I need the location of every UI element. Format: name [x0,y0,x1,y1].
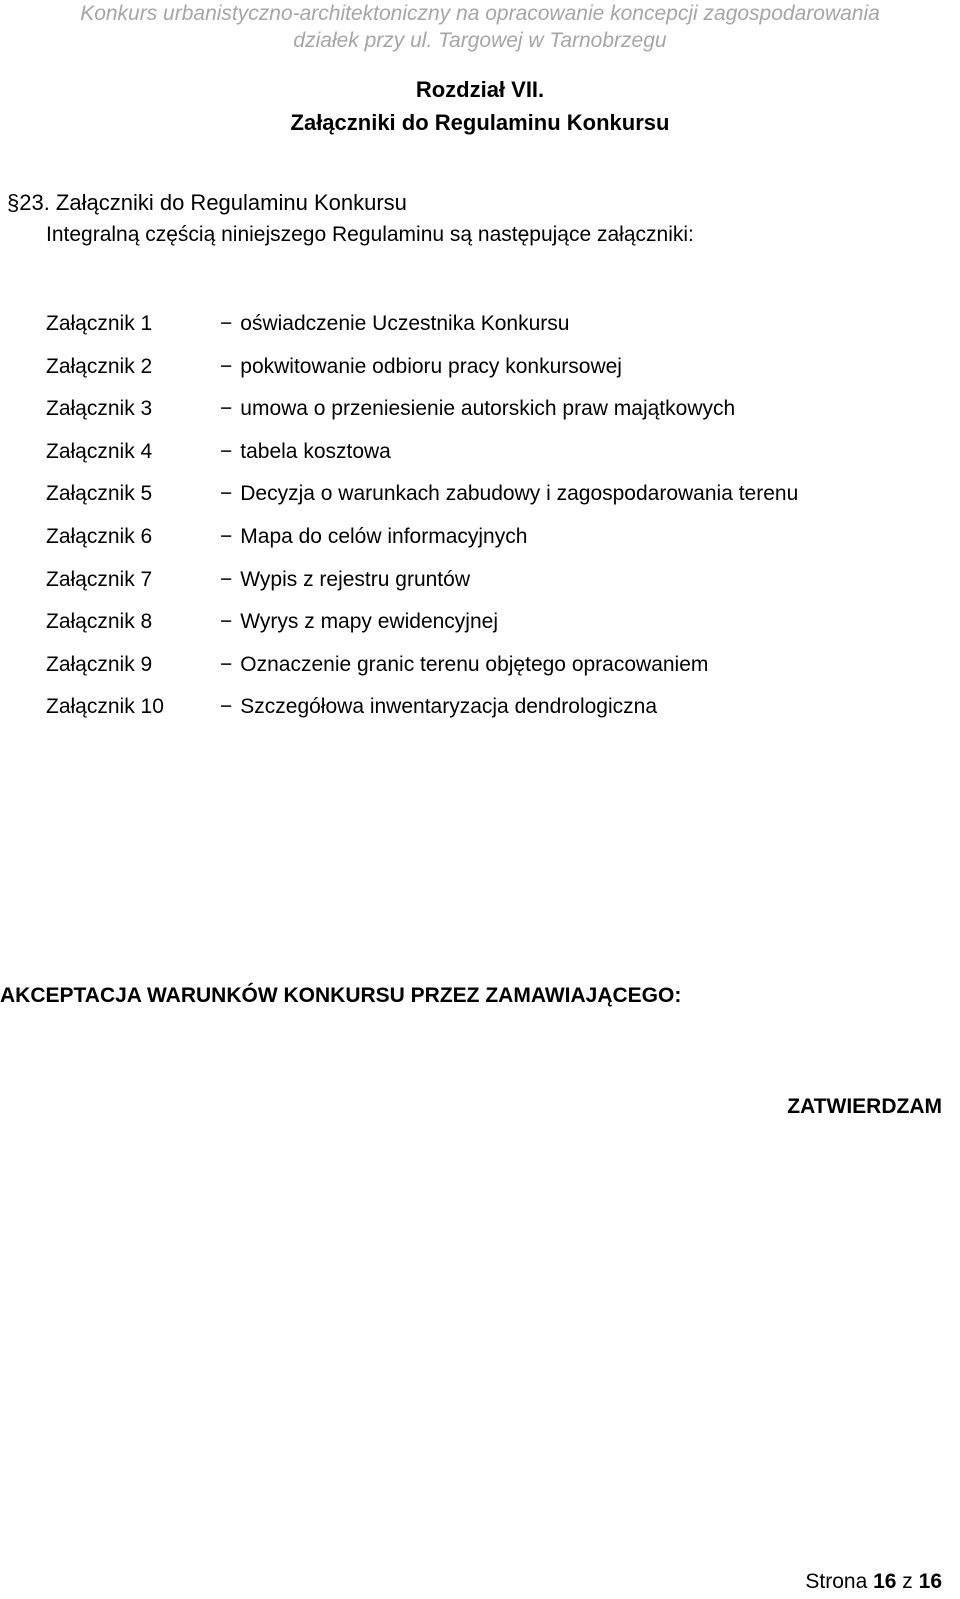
header-line-1: Konkurs urbanistyczno-architektoniczny na opracowanie koncepcji zagospodarowania [80,2,880,25]
attachment-description-text: Mapa do celów informacyjnych [240,524,528,548]
attachment-description [220,693,657,721]
dash-marker: − [220,695,233,719]
attachment-label: Załącznik 1 [46,312,153,335]
attachment-label: Załącznik 9 [46,652,153,676]
attachment-description-text: umowa o przeniesienie autorskich praw majątkowych [240,397,736,421]
running-header [0,0,960,54]
dash-marker: − [220,354,233,378]
acceptance-heading: AKCEPTACJA WARUNKÓW KONKURSU PRZEZ ZAMAWIAJĄCEGO: [0,984,682,1007]
attachment-description-text: Decyzja o warunkach zabudowy i zagospodarowania terenu [240,482,799,506]
attachment-description [220,523,527,551]
attachment-description-text: pokwitowanie odbioru pracy konkursowej [240,354,622,378]
list-item [46,651,946,694]
attachment-description [220,310,569,338]
attachment-label: Załącznik 5 [46,482,153,506]
attachment-label: Załącznik 10 [46,695,164,719]
list-item [46,566,946,609]
attachment-description-text: tabela kosztowa [240,439,391,463]
attachment-description [220,438,391,466]
dash-marker: − [220,567,233,591]
page-separator: z [902,1570,913,1593]
attachment-description [220,353,622,381]
attachment-description-text: Szczegółowa inwentaryzacja dendrologiczna [240,695,658,719]
dash-marker: − [220,524,233,548]
page-number [805,1568,942,1596]
attachment-description [220,480,798,508]
attachment-description-text: oświadczenie Uczestnika Konkursu [240,312,570,335]
attachment-label: Załącznik 4 [46,439,153,463]
header-line-2: działek przy ul. Targowej w Tarnobrzegu [293,29,667,52]
approval-label: ZATWIERDZAM [787,1095,942,1118]
list-item [46,438,946,481]
chapter-number: Rozdział VII. [415,77,545,102]
dash-marker: − [220,439,233,463]
list-item [46,693,946,736]
page-current: 16 [873,1570,897,1593]
list-item [46,608,946,651]
section-title: §23. Załączniki do Regulaminu Konkursu [7,190,407,215]
list-item [46,523,946,566]
attachment-description [220,651,708,679]
list-item [46,395,946,438]
attachment-label: Załącznik 8 [46,610,153,634]
list-item [46,353,946,396]
chapter-title: Załączniki do Regulaminu Konkursu [290,110,670,135]
attachment-description [220,395,735,423]
list-item [46,480,946,523]
attachment-description-text: Oznaczenie granic terenu objętego opracowaniem [240,652,709,676]
attachment-description-text: Wyrys z mapy ewidencyjnej [240,610,498,634]
attachment-label: Załącznik 3 [46,397,153,421]
attachment-description [220,608,498,636]
attachment-label: Załącznik 6 [46,524,153,548]
section-intro: Integralną częścią niniejszego Regulaminu są następujące załączniki: [46,223,694,246]
list-item [46,310,946,353]
attachment-list [46,310,946,736]
chapter-heading [0,73,960,139]
dash-marker: − [220,312,233,335]
dash-marker: − [220,482,233,506]
dash-marker: − [220,610,233,634]
attachment-description [220,566,470,594]
attachment-label: Załącznik 2 [46,354,153,378]
dash-marker: − [220,652,233,676]
page-prefix: Strona [805,1570,868,1593]
dash-marker: − [220,397,233,421]
attachment-label: Załącznik 7 [46,567,153,591]
page-total: 16 [918,1570,942,1593]
attachment-description-text: Wypis z rejestru gruntów [240,567,470,591]
